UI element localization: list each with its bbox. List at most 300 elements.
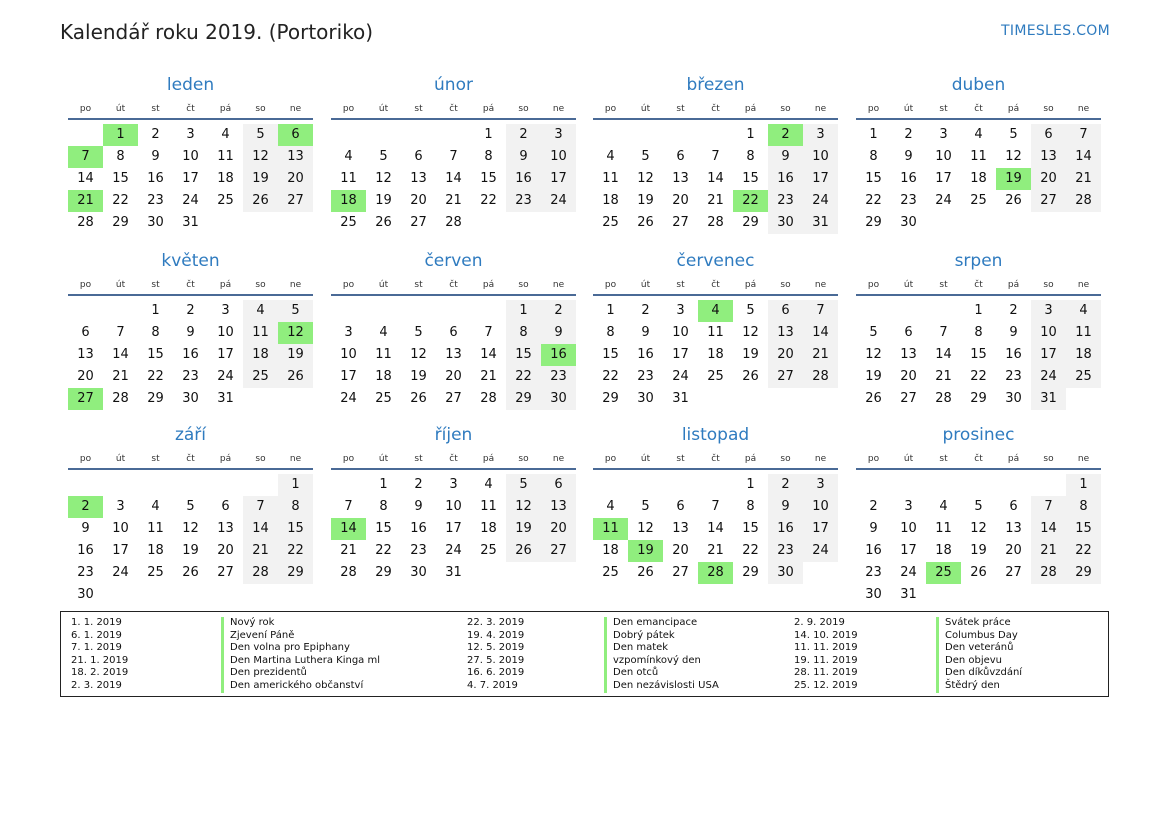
day: 21	[480, 369, 497, 384]
holiday-day: 2	[768, 124, 803, 146]
day: 26	[637, 215, 654, 230]
weekday-label: pá	[219, 280, 232, 290]
day: 13	[1005, 521, 1022, 536]
day: 7	[711, 149, 720, 164]
empty-cell	[663, 124, 698, 146]
weekday-label: so	[1043, 104, 1054, 114]
day: 4	[974, 127, 983, 142]
weekday-label: st	[939, 280, 948, 290]
weekday-label: st	[151, 454, 160, 464]
day: 18	[1066, 344, 1101, 366]
month-červen	[331, 246, 576, 410]
holiday-day: 21	[68, 190, 103, 212]
weekday-label: čt	[974, 280, 983, 290]
day: 7	[243, 496, 278, 518]
weekday-label: so	[255, 280, 266, 290]
month-name: prosinec	[942, 425, 1015, 445]
day: 19	[637, 193, 654, 208]
day: 22	[970, 369, 987, 384]
weekday-label: út	[640, 280, 651, 290]
day: 26	[1005, 193, 1022, 208]
weekday-label: so	[518, 454, 529, 464]
weekday-label: čt	[449, 104, 458, 114]
holiday-name: Den emancipace	[613, 617, 698, 628]
day: 30	[768, 562, 803, 584]
day: 27	[410, 215, 427, 230]
day: 3	[676, 303, 685, 318]
day: 22	[865, 193, 882, 208]
day: 18	[935, 543, 952, 558]
day-grid	[593, 474, 838, 584]
empty-cell	[401, 124, 436, 146]
holiday-date: 12. 5. 2019	[467, 642, 525, 654]
day: 12	[410, 347, 427, 362]
weekday-header	[331, 276, 576, 296]
day: 20	[672, 193, 689, 208]
day: 9	[869, 521, 878, 536]
day: 28	[1031, 562, 1066, 584]
holiday-date: 19. 4. 2019	[467, 629, 525, 641]
day: 8	[606, 325, 615, 340]
day: 5	[414, 325, 423, 340]
weekday-label: po	[604, 104, 617, 114]
day: 7	[344, 499, 353, 514]
day: 15	[112, 171, 129, 186]
day: 13	[768, 322, 803, 344]
day: 30	[900, 215, 917, 230]
day: 25	[480, 543, 497, 558]
weekday-label: ne	[1077, 454, 1090, 464]
holiday-dates-column	[794, 617, 858, 693]
day: 21	[112, 369, 129, 384]
month-srpen	[856, 246, 1101, 410]
day: 21	[707, 543, 724, 558]
day: 16	[77, 543, 94, 558]
day: 21	[935, 369, 952, 384]
day: 3	[221, 303, 230, 318]
day: 13	[672, 521, 689, 536]
weekday-header	[331, 450, 576, 470]
day: 22	[278, 540, 313, 562]
day: 27	[672, 565, 689, 580]
month-prosinec	[856, 420, 1101, 606]
holiday-name: Den prezidentů	[230, 667, 307, 679]
day: 27	[1031, 190, 1066, 212]
day: 22	[1066, 540, 1101, 562]
day: 8	[974, 325, 983, 340]
day-grid	[331, 124, 576, 234]
day: 2	[904, 127, 913, 142]
holiday-day: 14	[331, 518, 366, 540]
holiday-name: Svátek práce	[945, 617, 1011, 628]
day: 9	[414, 499, 423, 514]
day: 26	[742, 369, 759, 384]
day: 6	[904, 325, 913, 340]
day: 20	[278, 168, 313, 190]
day: 22	[112, 193, 129, 208]
day: 1	[278, 474, 313, 496]
day: 16	[865, 543, 882, 558]
holiday-name: Den amerického občanství	[230, 679, 364, 691]
day: 3	[803, 474, 838, 496]
day: 9	[506, 146, 541, 168]
day: 1	[869, 127, 878, 142]
day: 22	[147, 369, 164, 384]
day: 11	[707, 325, 724, 340]
weekday-label: st	[676, 454, 685, 464]
holiday-date: 21. 1. 2019	[71, 654, 129, 666]
day: 10	[182, 149, 199, 164]
day: 14	[480, 347, 497, 362]
day: 15	[1066, 518, 1101, 540]
day: 21	[340, 543, 357, 558]
day: 22	[742, 543, 759, 558]
day: 29	[506, 388, 541, 410]
day: 19	[865, 369, 882, 384]
day: 10	[340, 347, 357, 362]
day: 25	[1066, 366, 1101, 388]
day: 5	[506, 474, 541, 496]
day: 14	[77, 171, 94, 186]
month-name: březen	[686, 75, 745, 95]
month-name: leden	[166, 75, 215, 95]
weekday-label: so	[255, 454, 266, 464]
day: 19	[278, 344, 313, 366]
weekday-label: čt	[711, 454, 720, 464]
weekday-label: pá	[219, 104, 232, 114]
day: 24	[541, 190, 576, 212]
day: 11	[1066, 322, 1101, 344]
day: 6	[676, 499, 685, 514]
day: 10	[672, 325, 689, 340]
day: 13	[900, 347, 917, 362]
day: 5	[974, 499, 983, 514]
weekday-label: čt	[186, 280, 195, 290]
day: 31	[803, 212, 838, 234]
month-name: červen	[424, 251, 483, 271]
site-link[interactable]: TIMESLES.COM	[1001, 23, 1110, 39]
holiday-day: 16	[541, 344, 576, 366]
day: 24	[182, 193, 199, 208]
empty-cell	[593, 124, 628, 146]
day: 14	[707, 171, 724, 186]
weekday-label: čt	[711, 280, 720, 290]
day: 26	[243, 190, 278, 212]
holiday-name: Den otců	[613, 667, 659, 679]
weekday-label: út	[378, 104, 389, 114]
day: 18	[480, 521, 497, 536]
day: 2	[414, 477, 423, 492]
weekday-header	[856, 276, 1101, 296]
day: 28	[707, 215, 724, 230]
day: 1	[379, 477, 388, 492]
day-grid	[856, 124, 1101, 234]
day: 2	[768, 474, 803, 496]
day: 17	[1031, 344, 1066, 366]
weekday-label: po	[342, 104, 355, 114]
day: 2	[186, 303, 195, 318]
day: 8	[746, 149, 755, 164]
day: 9	[904, 149, 913, 164]
day: 5	[278, 300, 313, 322]
weekday-label: so	[780, 454, 791, 464]
empty-cell	[628, 474, 663, 496]
weekday-label: st	[939, 104, 948, 114]
weekday-label: so	[518, 280, 529, 290]
day: 6	[449, 325, 458, 340]
day: 8	[278, 496, 313, 518]
day: 11	[970, 149, 987, 164]
day: 4	[484, 477, 493, 492]
day: 20	[900, 369, 917, 384]
day: 16	[768, 518, 803, 540]
day: 24	[803, 540, 838, 562]
holiday-day: 2	[68, 496, 103, 518]
day: 15	[147, 347, 164, 362]
day: 7	[711, 499, 720, 514]
weekday-label: ne	[814, 104, 827, 114]
day: 14	[1066, 146, 1101, 168]
weekday-header	[856, 100, 1101, 120]
day: 1	[746, 477, 755, 492]
holiday-names-column	[221, 617, 380, 693]
day: 26	[506, 540, 541, 562]
day: 3	[541, 124, 576, 146]
day: 20	[410, 193, 427, 208]
day: 5	[641, 149, 650, 164]
weekday-label: út	[378, 280, 389, 290]
day: 8	[746, 499, 755, 514]
day: 24	[1031, 366, 1066, 388]
day: 25	[602, 215, 619, 230]
day: 24	[803, 190, 838, 212]
empty-cell	[698, 124, 733, 146]
weekday-label: út	[903, 280, 914, 290]
day: 17	[803, 168, 838, 190]
day: 21	[445, 193, 462, 208]
month-únor	[331, 70, 576, 234]
day: 17	[340, 369, 357, 384]
weekday-label: st	[414, 104, 423, 114]
day: 2	[541, 300, 576, 322]
holiday-name: Den matek	[613, 642, 669, 654]
month-říjen	[331, 420, 576, 584]
holiday-dates-column	[71, 617, 128, 693]
weekday-label: čt	[449, 280, 458, 290]
day: 1	[974, 303, 983, 318]
day: 20	[541, 518, 576, 540]
day: 30	[541, 388, 576, 410]
day: 27	[217, 565, 234, 580]
weekday-label: čt	[186, 454, 195, 464]
day: 12	[865, 347, 882, 362]
weekday-label: ne	[552, 454, 565, 464]
weekday-label: pá	[482, 280, 495, 290]
day: 14	[112, 347, 129, 362]
day: 23	[900, 193, 917, 208]
day: 12	[506, 496, 541, 518]
month-name: srpen	[954, 251, 1003, 271]
holiday-day: 11	[593, 518, 628, 540]
weekday-label: po	[79, 454, 92, 464]
day: 5	[869, 325, 878, 340]
day: 24	[445, 543, 462, 558]
day: 17	[935, 171, 952, 186]
day: 9	[541, 322, 576, 344]
day: 2	[506, 124, 541, 146]
day: 31	[182, 215, 199, 230]
day: 9	[186, 325, 195, 340]
empty-cell	[401, 300, 436, 322]
day: 28	[340, 565, 357, 580]
day: 15	[742, 171, 759, 186]
holiday-date: 28. 11. 2019	[794, 667, 858, 679]
day: 18	[147, 543, 164, 558]
day: 26	[970, 565, 987, 580]
holiday-day: 1	[103, 124, 138, 146]
day: 22	[375, 543, 392, 558]
holiday-name: Den volna pro Epiphany	[230, 642, 350, 654]
day: 8	[506, 322, 541, 344]
day: 9	[768, 146, 803, 168]
day: 16	[410, 521, 427, 536]
holiday-date: 19. 11. 2019	[794, 654, 858, 666]
day: 22	[506, 366, 541, 388]
day: 7	[939, 325, 948, 340]
day: 26	[375, 215, 392, 230]
day: 29	[375, 565, 392, 580]
empty-cell	[103, 474, 138, 496]
day: 2	[151, 127, 160, 142]
day: 16	[768, 168, 803, 190]
weekday-label: po	[79, 104, 92, 114]
holiday-name: vzpomínkový den	[613, 654, 701, 666]
weekday-label: pá	[482, 104, 495, 114]
day: 30	[147, 215, 164, 230]
holiday-day: 18	[331, 190, 366, 212]
weekday-label: so	[255, 104, 266, 114]
day: 23	[1005, 369, 1022, 384]
weekday-label: pá	[744, 280, 757, 290]
holiday-day: 19	[996, 168, 1031, 190]
empty-cell	[208, 474, 243, 496]
day: 28	[1066, 190, 1101, 212]
day: 8	[484, 149, 493, 164]
day: 18	[707, 347, 724, 362]
day: 21	[1031, 540, 1066, 562]
holiday-date: 11. 11. 2019	[794, 642, 858, 654]
day: 16	[637, 347, 654, 362]
day: 25	[147, 565, 164, 580]
day: 1	[1066, 474, 1101, 496]
empty-cell	[856, 300, 891, 322]
weekday-label: pá	[482, 454, 495, 464]
day: 2	[1009, 303, 1018, 318]
day: 12	[375, 171, 392, 186]
day: 12	[243, 146, 278, 168]
day: 12	[742, 325, 759, 340]
weekday-header	[593, 450, 838, 470]
holiday-date: 27. 5. 2019	[467, 654, 525, 666]
day: 24	[935, 193, 952, 208]
empty-cell	[471, 300, 506, 322]
day: 6	[541, 474, 576, 496]
day: 7	[1066, 124, 1101, 146]
day: 24	[217, 369, 234, 384]
day: 10	[900, 521, 917, 536]
day: 7	[449, 149, 458, 164]
day: 11	[480, 499, 497, 514]
day: 21	[707, 193, 724, 208]
day: 3	[344, 325, 353, 340]
day: 9	[151, 149, 160, 164]
holiday-day: 27	[68, 388, 103, 410]
day: 19	[182, 543, 199, 558]
holiday-date: 18. 2. 2019	[71, 667, 129, 679]
day: 3	[904, 499, 913, 514]
weekday-label: po	[342, 454, 355, 464]
weekday-label: pá	[1007, 104, 1020, 114]
day: 10	[541, 146, 576, 168]
weekday-label: čt	[974, 454, 983, 464]
weekday-label: st	[676, 104, 685, 114]
day: 23	[77, 565, 94, 580]
month-září	[68, 420, 313, 606]
month-name: červenec	[676, 251, 755, 271]
day: 19	[506, 518, 541, 540]
weekday-label: st	[414, 454, 423, 464]
holiday-day: 6	[278, 124, 313, 146]
day: 15	[506, 344, 541, 366]
holiday-day: 4	[698, 300, 733, 322]
month-name: duben	[951, 75, 1006, 95]
day: 19	[970, 543, 987, 558]
day: 7	[116, 325, 125, 340]
empty-cell	[243, 474, 278, 496]
day: 30	[637, 391, 654, 406]
holiday-name: Columbus Day	[945, 629, 1018, 641]
month-duben	[856, 70, 1101, 234]
day-grid	[856, 300, 1101, 410]
holiday-name: Den Martina Luthera Kinga ml	[230, 654, 380, 666]
page-title: Kalendář roku 2019. (Portoriko)	[60, 20, 374, 44]
day: 25	[243, 366, 278, 388]
weekday-label: so	[518, 104, 529, 114]
day: 19	[742, 347, 759, 362]
empty-cell	[593, 474, 628, 496]
day: 31	[1031, 388, 1066, 410]
empty-cell	[68, 474, 103, 496]
day: 23	[768, 190, 803, 212]
day: 10	[935, 149, 952, 164]
holiday-names-column	[936, 617, 1022, 693]
weekday-label: út	[115, 280, 126, 290]
day: 17	[182, 171, 199, 186]
day: 25	[217, 193, 234, 208]
day: 2	[641, 303, 650, 318]
holiday-date: 6. 1. 2019	[71, 629, 122, 641]
weekday-label: út	[640, 104, 651, 114]
month-červenec	[593, 246, 838, 410]
day: 27	[541, 540, 576, 562]
holiday-name: Nový rok	[230, 617, 275, 628]
day: 16	[182, 347, 199, 362]
day: 18	[602, 193, 619, 208]
day: 23	[865, 565, 882, 580]
day: 5	[746, 303, 755, 318]
day: 13	[217, 521, 234, 536]
day: 31	[672, 391, 689, 406]
